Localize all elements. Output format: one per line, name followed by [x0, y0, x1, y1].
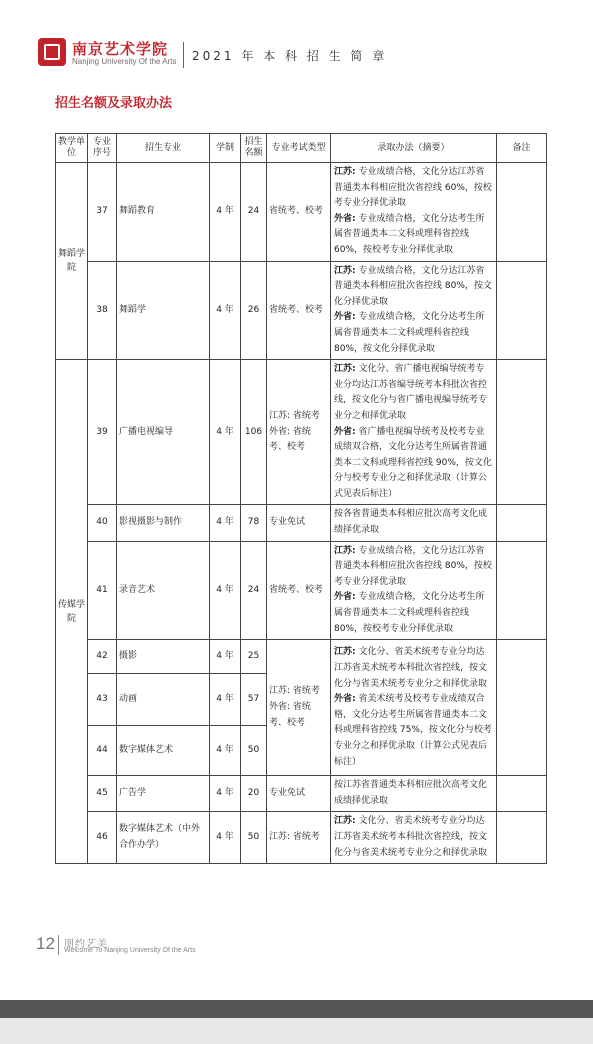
quota: 25	[241, 640, 267, 674]
remarks	[497, 261, 547, 360]
header-cell: 招生名额	[241, 134, 267, 163]
quota: 78	[241, 505, 267, 541]
years: 4 年	[210, 163, 241, 262]
major-no: 39	[88, 360, 117, 505]
major-name: 动画	[117, 674, 210, 726]
quota: 24	[241, 163, 267, 262]
years: 4 年	[210, 505, 241, 541]
remarks	[497, 541, 547, 640]
method-text: 专业成绩合格，文化分达考生所属省普通类本二文科或理科省控线 80%，按校考专业分择优录取	[334, 592, 485, 634]
dept-cell: 舞蹈学院	[56, 163, 88, 360]
header-cell: 备注	[497, 134, 547, 163]
major-name: 数字媒体艺术	[117, 726, 210, 776]
admission-method	[331, 163, 497, 262]
region-label: 外省:	[334, 426, 356, 437]
region-label: 江苏:	[334, 647, 356, 658]
years: 4 年	[210, 261, 241, 360]
quota: 50	[241, 812, 267, 864]
table-row	[56, 776, 547, 812]
quota: 50	[241, 726, 267, 776]
major-name: 数字媒体艺术（中外合作办学）	[117, 812, 210, 864]
remarks	[497, 776, 547, 812]
admission-method: 按江苏省普通类本科相应批次高考文化成绩择优录取	[331, 776, 497, 812]
section-title: 招生名额及录取办法	[55, 96, 173, 111]
admission-method	[331, 640, 497, 776]
footer-divider	[58, 935, 59, 955]
header-cell: 招生专业	[117, 134, 210, 163]
region-label: 江苏:	[334, 364, 356, 375]
region-label: 外省:	[334, 312, 356, 323]
exam-type: 江苏: 省统考 外省: 省统考、校考	[267, 360, 331, 505]
remarks	[497, 812, 547, 864]
method-text: 专业成绩合格，文化分达江苏省普通类本科相应批次省控线 80%，按校考专业分择优录取	[334, 545, 492, 587]
method-text: 专业成绩合格，文化分达江苏省普通类本科相应批次省控线 80%，按文化分择优录取	[334, 265, 492, 307]
major-no: 44	[88, 726, 117, 776]
header-cell: 学制	[210, 134, 241, 163]
method-text: 文化分、省美术统考专业分均达江苏省美术统考本科批次省控线，按文化分与省美术统考专业分之和择优录取	[334, 647, 488, 689]
footer-slogan-cn: 朋约艺美	[64, 939, 108, 950]
header-cell: 专业考试类型	[267, 134, 331, 163]
region-label: 外省:	[334, 592, 356, 603]
table-row	[56, 360, 547, 505]
admission-method	[331, 360, 497, 505]
major-name: 摄影	[117, 640, 210, 674]
header-divider	[183, 42, 184, 68]
admission-method: 按各省普通类本科相应批次高考文化成绩择优录取	[331, 505, 497, 541]
major-name: 舞蹈学	[117, 261, 210, 360]
admission-table	[55, 133, 547, 864]
table-row	[56, 261, 547, 360]
table-row	[56, 505, 547, 541]
remarks	[497, 505, 547, 541]
quota: 20	[241, 776, 267, 812]
method-text: 专业成绩合格，文化分达江苏省普通类本科相应批次省控线 60%，按校考专业分择优录取	[334, 167, 492, 209]
viewer-bottom-bar	[0, 1000, 593, 1018]
table-row	[56, 163, 547, 262]
school-name-cn: 南京艺术学院	[72, 40, 169, 58]
major-name: 舞蹈教育	[117, 163, 210, 262]
region-label: 外省:	[334, 213, 356, 224]
header-cell: 教学单位	[56, 134, 88, 163]
exam-type: 专业免试	[267, 505, 331, 541]
admission-method	[331, 541, 497, 640]
method-text: 专业成绩合格，文化分达考生所属省普通类本二文科或理科省控线 60%，按校考专业分择优录取	[334, 213, 485, 255]
header-cell: 录取办法（摘要）	[331, 134, 497, 163]
quota: 24	[241, 541, 267, 640]
years: 4 年	[210, 541, 241, 640]
method-text: 专业成绩合格，文化分达考生所属省普通类本二文科或理科省控线 80%，按文化分择优录取	[334, 312, 485, 354]
major-no: 41	[88, 541, 117, 640]
table-row	[56, 640, 547, 674]
major-name: 广播电视编导	[117, 360, 210, 505]
footer-slogan-en: Welcome To Nanjing University Of the Arts	[64, 947, 196, 954]
table-header-row	[56, 134, 547, 163]
region-label: 江苏:	[334, 545, 356, 556]
major-name: 广告学	[117, 776, 210, 812]
document-title: 2021 年 本 科 招 生 简 章	[192, 49, 388, 63]
method-text: 省广播电视编导统考及校考专业成绩双合格，文化分达考生所属省普通类本二文科或理科省控线 90%，按文化分与校考专业分之和择优录取（计算公式见表后标注）	[334, 426, 492, 499]
table-row	[56, 812, 547, 864]
exam-type: 省统考、校考	[267, 261, 331, 360]
method-text: 文化分、省美术统考专业分均达江苏省美术统考本科批次省控线，按文化分与省美术统考专业分之和择优录取	[334, 816, 488, 858]
major-no: 37	[88, 163, 117, 262]
years: 4 年	[210, 674, 241, 726]
region-label: 江苏:	[334, 265, 356, 276]
major-name: 影视摄影与制作	[117, 505, 210, 541]
years: 4 年	[210, 812, 241, 864]
major-no: 38	[88, 261, 117, 360]
major-no: 40	[88, 505, 117, 541]
admission-method	[331, 261, 497, 360]
quota: 26	[241, 261, 267, 360]
school-logo-icon	[38, 38, 66, 66]
remarks	[497, 163, 547, 262]
exam-type: 江苏: 省统考 外省: 省统考、校考	[267, 640, 331, 776]
exam-type: 江苏: 省统考	[267, 812, 331, 864]
header-cell: 专业序号	[88, 134, 117, 163]
method-text: 文化分、省广播电视编导统考专业分均达江苏省编导统考本科批次省控线，按文化分与省广播电视编导统考专业分之和择优录取	[334, 364, 488, 421]
page-number: 12	[36, 934, 55, 953]
major-no: 43	[88, 674, 117, 726]
region-label: 外省:	[334, 694, 356, 705]
years: 4 年	[210, 776, 241, 812]
years: 4 年	[210, 640, 241, 674]
major-no: 46	[88, 812, 117, 864]
remarks	[497, 640, 547, 776]
exam-type: 省统考、校考	[267, 541, 331, 640]
major-no: 45	[88, 776, 117, 812]
region-label: 江苏:	[334, 167, 356, 177]
school-name-en: Nanjing University Of the Arts	[72, 57, 177, 66]
quota: 57	[241, 674, 267, 726]
quota: 106	[241, 360, 267, 505]
admission-method	[331, 812, 497, 864]
major-name: 录音艺术	[117, 541, 210, 640]
exam-type: 省统考、校考	[267, 163, 331, 262]
remarks	[497, 360, 547, 505]
exam-type: 专业免试	[267, 776, 331, 812]
years: 4 年	[210, 726, 241, 776]
years: 4 年	[210, 360, 241, 505]
table-row	[56, 541, 547, 640]
region-label: 江苏:	[334, 816, 356, 827]
dept-cell: 传媒学院	[56, 360, 88, 864]
method-text: 省美术统考及校考专业成绩双合格，文化分达考生所属省普通类本二文科或理科省控线 75%，按文化分与校考专业分之和择优录取（计算公式见表后标注）	[334, 694, 492, 767]
major-no: 42	[88, 640, 117, 674]
